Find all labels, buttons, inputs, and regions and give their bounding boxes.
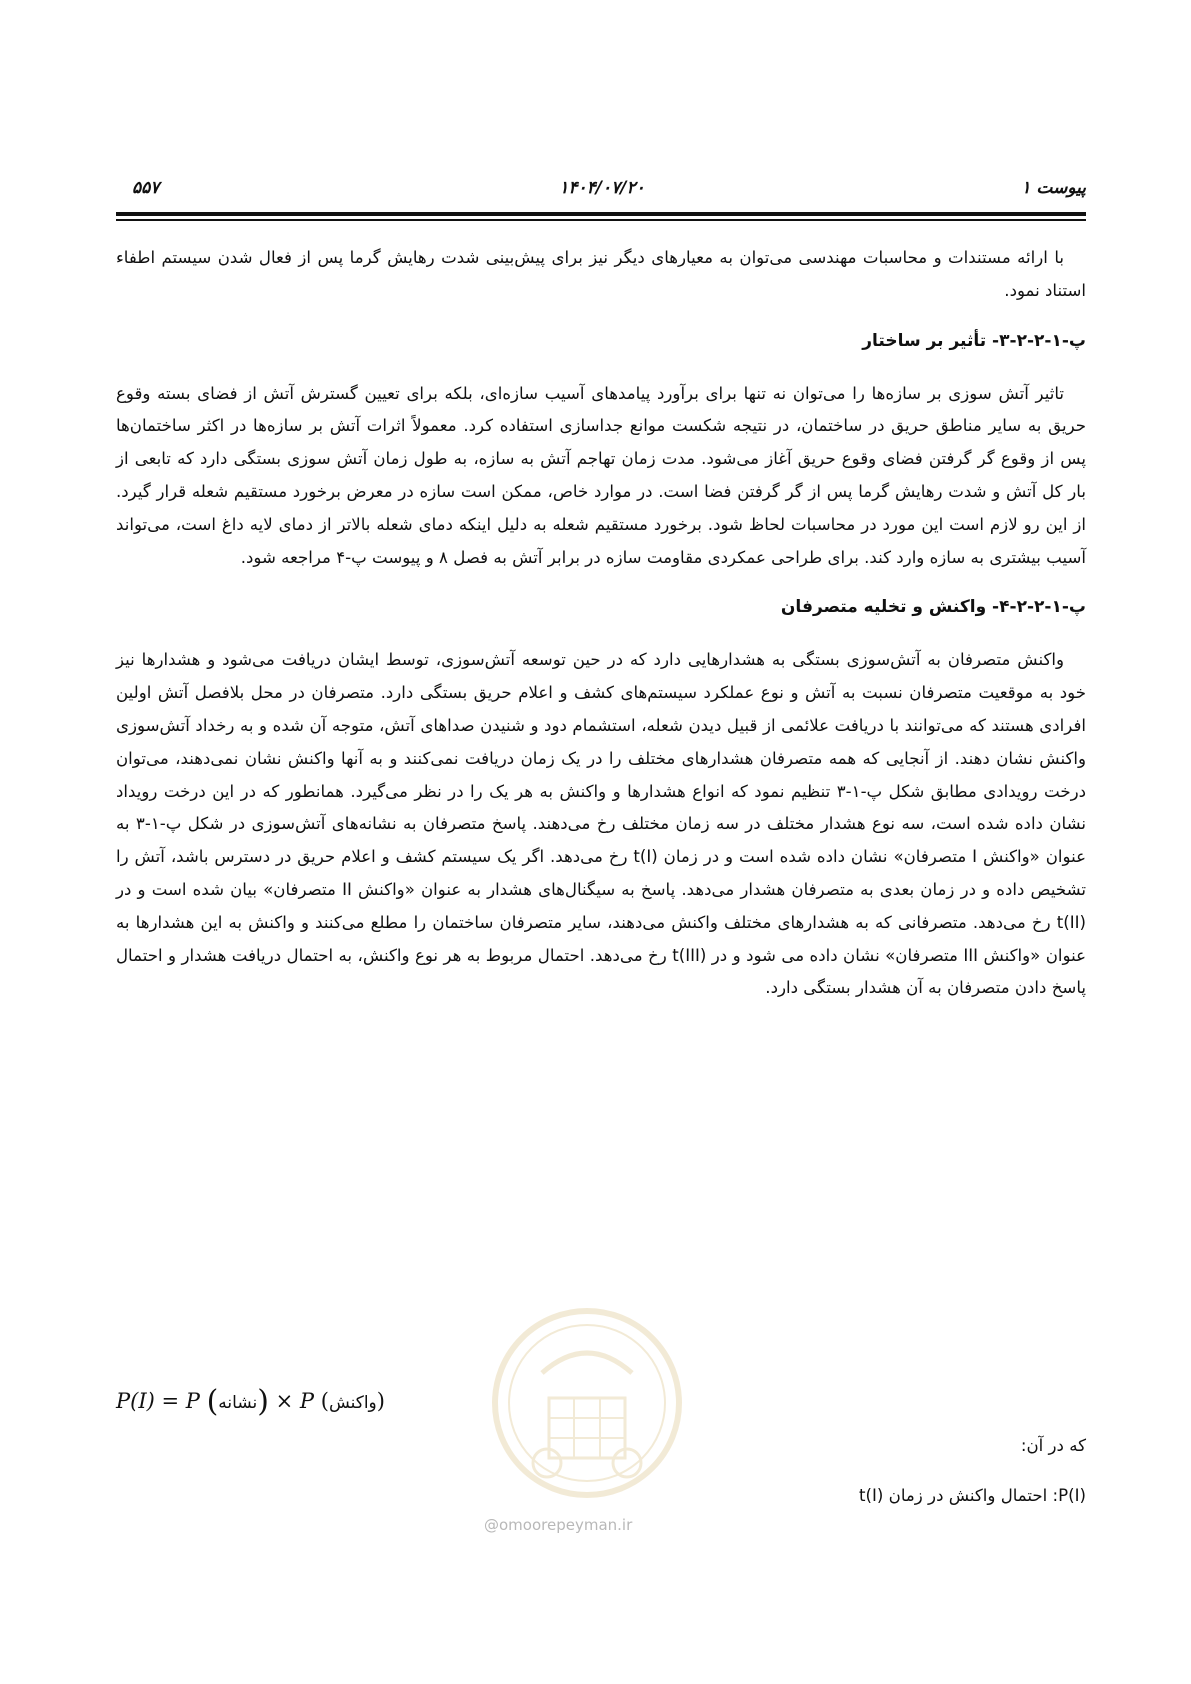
definition-pi: P(I): احتمال واکنش در زمان t(I)	[859, 1486, 1086, 1505]
formula-term-response: واکنش	[328, 1393, 377, 1413]
header-rule-thick	[116, 212, 1086, 216]
header-page-number: ۵۵۷	[132, 178, 160, 198]
page-header	[118, 178, 1086, 208]
watermark-text: @omoorepeyman.ir	[484, 1516, 633, 1534]
document-body	[116, 242, 1086, 1023]
section-heading-occupant-response: پ-۱-۲-۲-۴- واکنش و تخلیه متصرفان	[780, 597, 1086, 618]
where-label: که در آن:	[1020, 1436, 1086, 1455]
header-rule-thin	[116, 219, 1086, 221]
paragraph-occupant-response: واکنش متصرفان به آتش‌سوزی بستگی به هشدارهایی دارد که در حین توسعه آتش‌سوزی، توسط ایشان دریافت می‌شود و هشدارها نیز خود به موقعیت متصرفان نسبت به آتش و نوع عملکرد سیستم‌های کشف و اعلام حریق بستگی دارد. متصرفان در محل بلافصل آتش اولین افرادی هستند که می‌توانند با دریافت علائمی از قبیل دیدن شعله، استشمام دود و شنیدن صداهای آتش، متوجه آن شده و به رخداد آتش‌سوزی واکنش نشان دهند. از آنجایی که همه متصرفان هشدارهای مختلف را در یک زمان دریافت نمی‌کنند و به آنها واکنش نشان نمی‌دهند، می‌توان درخت رویدادی مطابق شکل پ-۱-۳ تنظیم نمود که انواع هشدارها و واکنش به هر یک را در نظر می‌گیرد. همانطور که در این درخت رویداد نشان داده شده است، سه نوع هشدار مختلف در سه زمان مختلف رخ می‌دهند. پاسخ متصرفان به نشانه‌های آتش‌سوزی در شکل پ-۱-۳ به عنوان «واکنش I متصرفان» نشان داده شده است و در زمان t(I) رخ می‌دهد. اگر یک سیستم کشف و اعلام حریق در دسترس باشد، آتش را تشخیص داده و در زمان بعدی به متصرفان هشدار می‌دهد. پاسخ به سیگنال‌های هشدار به عنوان «واکنش II متصرفان» بیان شده است و در t(II) رخ می‌دهد. متصرفانی که به هشدارهای مختلف واکنش می‌دهند، سایر متصرفان ساختمان را مطلع می‌کنند و واکنش به این هشدارها به عنوان «واکنش III متصرفان» نشان داده می شود و در t(III) رخ می‌دهد. احتمال مربوط به هر نوع واکنش، به احتمال دریافت هشدار و احتمال پاسخ دادن متصرفان به آن هشدار بستگی دارد.	[116, 650, 1086, 998]
formula-lhs: P(I) = P	[116, 1389, 200, 1413]
formula-times: × P	[275, 1389, 315, 1413]
formula-term-sign: نشانه	[218, 1393, 258, 1413]
probability-formula: P(I) = P (نشانه) × P (واکنش)	[116, 1384, 385, 1419]
section-heading-structure: پ-۱-۲-۲-۳- تأثیر بر ساختار	[862, 330, 1086, 351]
header-appendix-label: پیوست ۱	[1021, 178, 1086, 198]
watermark-seal-icon	[487, 1303, 687, 1503]
header-date: ۱۴۰۴/۰۷/۲۰	[559, 178, 645, 198]
paragraph-intro: با ارائه مستندات و محاسبات مهندسی می‌توان به معیارهای دیگر نیز برای پیش‌بینی شدت رهایش گرما پس از فعال شدن سیستم اطفاء استناد نمود.	[116, 248, 1086, 300]
paragraph-structure: تاثیر آتش سوزی بر سازه‌ها را می‌توان نه تنها برای برآورد پیامدهای آسیب سازه‌ای، بلکه برای تعیین گسترش آتش از فضای بسته وقوع حریق به سایر مناطق حریق در ساختمان، در نتیجه شکست موانع جداسازی استفاده کرد. معمولاً اثرات آتش بر سازه‌ها در اکثر ساختمان‌ها پس از وقوع گر گرفتن فضای وقوع حریق آغاز می‌شود. مدت زمان تهاجم آتش به سازه، به طول زمان آتش سوزی بستگی دارد که تابعی از بار کل آتش و شدت رهایش گرما پس از گر گرفتن فضا است. در موارد خاص، ممکن است سازه در معرض برخورد مستقیم شعله قرار گیرد. از این رو لازم است این مورد در محاسبات لحاظ شود. برخورد مستقیم شعله به دلیل اینکه دمای شعله بالاتر از دمای لایه داغ است، می‌تواند آسیب بیشتری به سازه وارد کند. برای طراحی عمکردی مقاومت سازه در برابر آتش به فصل ۸ و پیوست پ-۴ مراجعه شود.	[116, 383, 1086, 567]
